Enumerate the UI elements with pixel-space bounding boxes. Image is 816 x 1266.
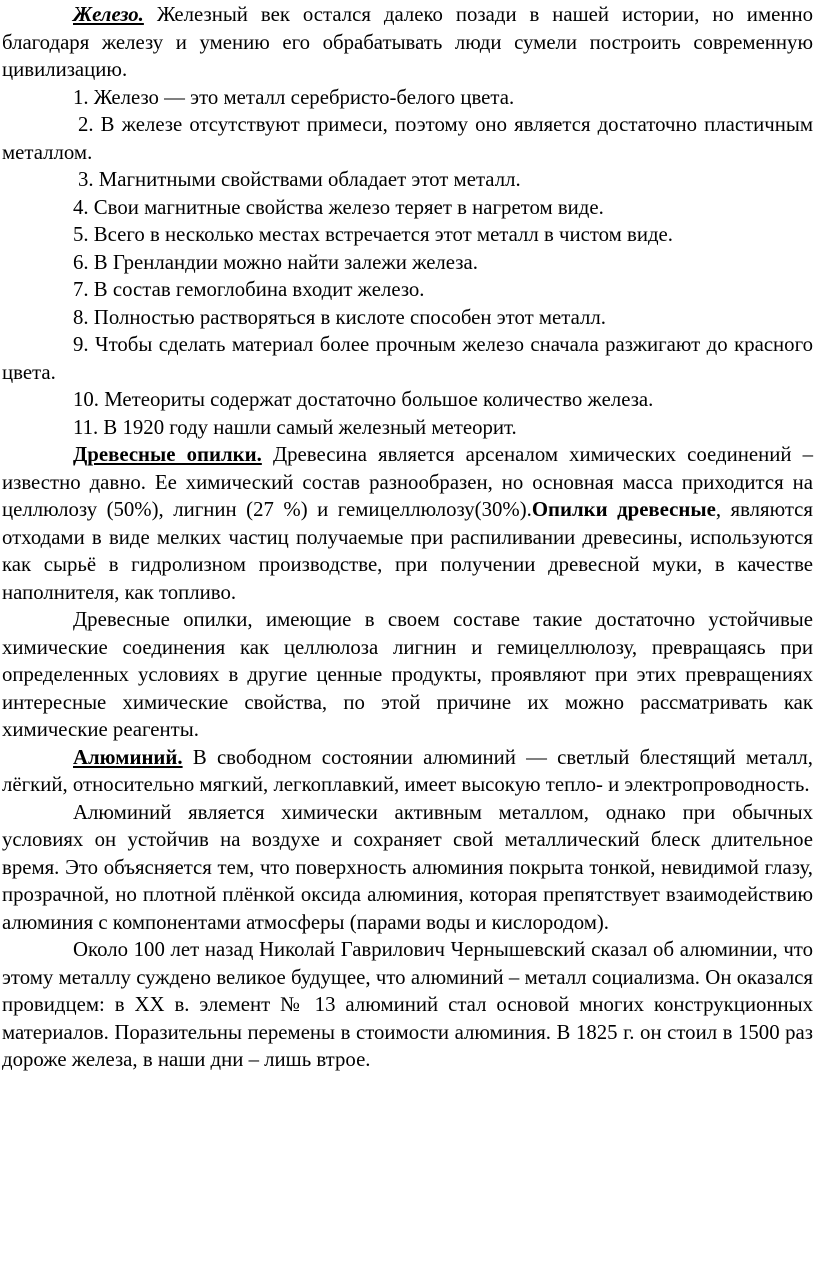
iron-intro-text: Железный век остался далеко позади в нашей истории, но именно благодаря железу и умению его обрабатывать люди сумели построить современную цивилизацию.: [2, 3, 813, 81]
iron-fact-3: 3. Магнитными свойствами обладает этот металл.: [78, 168, 521, 191]
sawdust-p1-part1: Древесина является арсеналом химических соединений – известно давно. Ее химический состав разнообразен, но основная масса приходится на целлюлозу (50%), лигнин (27 %) и гемицеллюлозу(30%).: [2, 443, 813, 521]
sawdust-p1-part2: , являются отходами в виде мелких частиц получаемые при распиливании древесины, используются как сырьё в гидролизном производстве, при получении древесной муки, в качестве наполнителя, как топливо.: [2, 498, 813, 604]
iron-fact-2: 2. В железе отсутствуют примеси, поэтому оно является достаточно пластичным металлом.: [2, 113, 813, 164]
iron-fact-11: 11. В 1920 году нашли самый железный метеорит.: [73, 415, 517, 439]
aluminium-paragraph-1: [2, 744, 813, 799]
iron-intro-paragraph: [2, 1, 813, 84]
sawdust-p1-bold: Опилки древесные: [531, 498, 716, 521]
aluminium-paragraph-3: Около 100 лет назад Николай Гаврилович Чернышевский сказал об алюминии, что этому металлу суждено великое будущее, что алюминий – металл социализма. Он оказался провидцем: в XX в. элемент № 13 алюминий стал основой многих конструкционных материалов. Поразительны перемены в стоимости алюминия. В 1825 г. он стоил в 1500 раз дороже железа, в наши дни – лишь втрое.: [2, 938, 813, 1071]
iron-fact-10: 10. Метеориты содержат достаточно большое количество железа.: [73, 388, 654, 411]
aluminium-p1-text: В свободном состоянии алюминий — светлый блестящий металл, лёгкий, относительно мягкий, легкоплавкий, имеет высокую тепло- и электропроводность.: [2, 745, 813, 796]
iron-heading: Железо.: [73, 3, 144, 26]
iron-fact-4: 4. Свои магнитные свойства железо теряет в нагретом виде.: [73, 195, 604, 219]
iron-fact-8: 8. Полностью растворяться в кислоте способен этот металл.: [73, 305, 606, 329]
iron-fact-1: 1. Железо — это металл серебристо-белого цвета.: [73, 85, 515, 109]
iron-fact-5: 5. Всего в несколько местах встречается этот металл в чистом виде.: [73, 223, 673, 246]
sawdust-heading: Древесные опилки.: [73, 443, 262, 466]
iron-fact-9: 9. Чтобы сделать материал более прочным железо сначала разжигают до красного цвета.: [2, 333, 813, 384]
sawdust-paragraph-2: Древесные опилки, имеющие в своем составе такие достаточно устойчивые химические соединения как целлюлоза лигнин и гемицеллюлозу, превращаясь при определенных условиях в другие ценные продукты, проявляют при этих превращениях интересные химические свойства, по этой причине их можно рассматривать как химические реагенты.: [2, 608, 813, 741]
iron-fact-7: 7. В состав гемоглобина входит железо.: [73, 278, 425, 301]
iron-fact-6: 6. В Гренландии можно найти залежи железа.: [73, 250, 478, 274]
sawdust-paragraph-1: [2, 441, 813, 606]
aluminium-paragraph-2: Алюминий является химически активным металлом, однако при обычных условиях он устойчив на воздухе и сохраняет свой металлический блеск длительное время. Это объясняется тем, что поверхность алюминия покрыта тонкой, невидимой глазу, прозрачной, но плотной плёнкой оксида алюминия, которая препятствует взаимодействию алюминия с компонентами атмосферы (парами воды и кислородом).: [2, 800, 813, 934]
aluminium-heading: Алюминий.: [73, 745, 183, 769]
